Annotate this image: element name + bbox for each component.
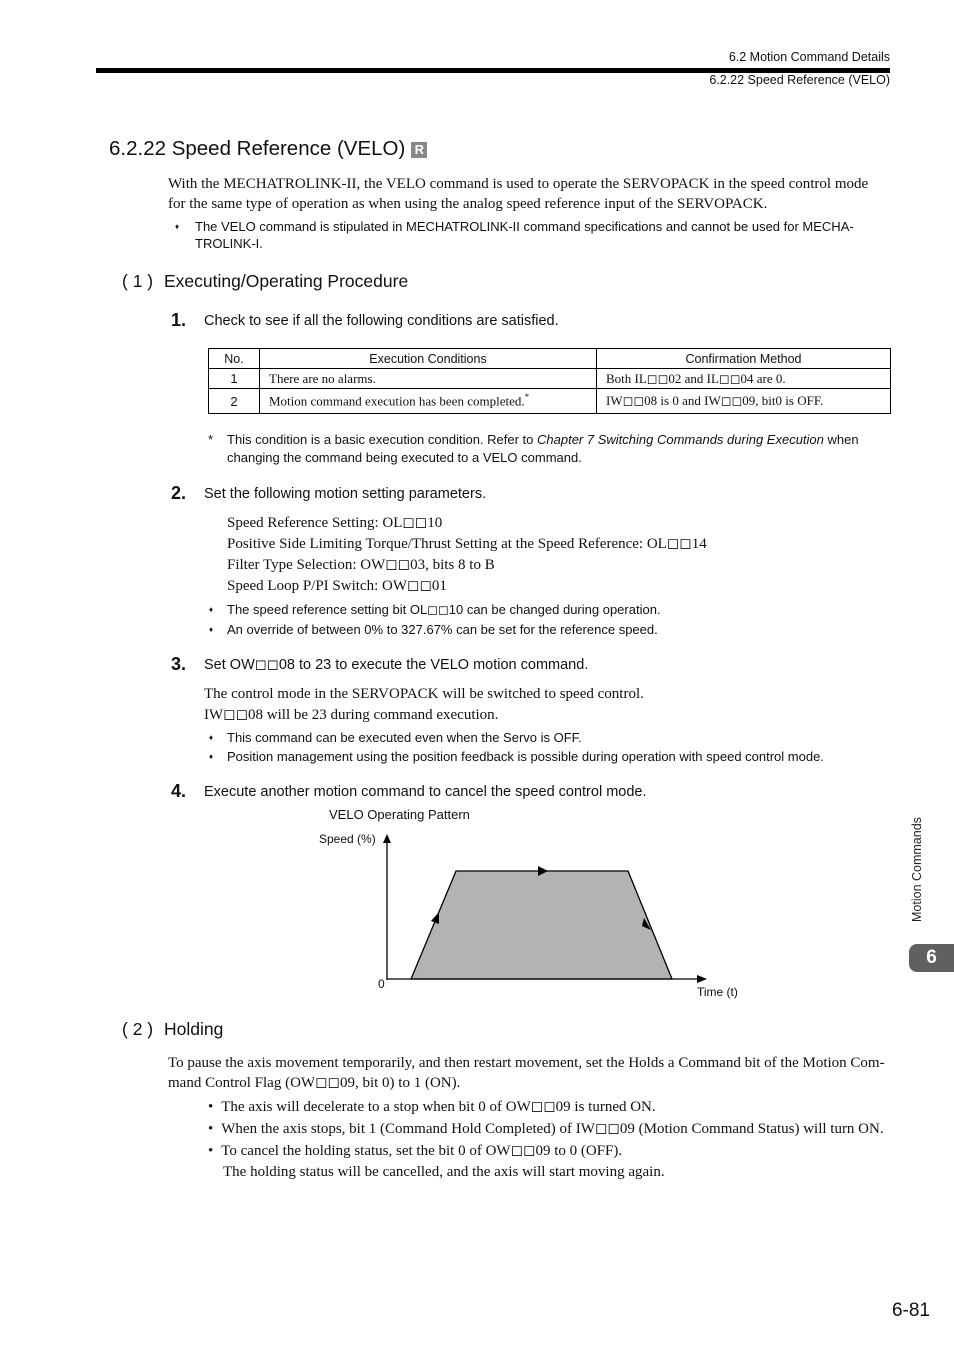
step-2-text: Set the following motion setting parameters.: [204, 486, 487, 502]
table-cell-method: IW◻◻08 is 0 and IW◻◻09, bit0 is OFF.: [597, 389, 891, 414]
speed-profile-area: [411, 871, 672, 979]
diamond-bullet-icon: ♦: [175, 222, 180, 231]
x-axis-arrow-icon: [697, 975, 707, 983]
list-item-text: When the axis stops, bit 1 (Command Hold Completed) of IW◻◻09 (Motion Command Status) will turn ON.: [221, 1121, 884, 1137]
list-item: [208, 1140, 884, 1162]
step-2-note: An override of between 0% to 327.67% can be set for the reference speed.: [227, 622, 658, 637]
table-header-no: No.: [209, 349, 260, 369]
footnote: [227, 431, 891, 466]
holding-bullets: [208, 1096, 884, 1183]
diagram-title: VELO Operating Pattern: [329, 807, 470, 822]
table-cell-no: 1: [209, 369, 260, 389]
footnote-mark: *: [208, 432, 214, 447]
section-1-heading: [122, 271, 408, 292]
table-header-row: [209, 349, 891, 369]
diamond-bullet-icon: ♦: [209, 752, 214, 761]
step-3-desc-line: The control mode in the SERVOPACK will be switched to speed control.: [204, 686, 644, 702]
section-2-heading: [122, 1019, 223, 1040]
step-3-desc-line: IW◻◻08 will be 23 during command execution.: [204, 707, 499, 723]
intro-note: [195, 218, 854, 252]
step-3-note: Position management using the position feedback is possible during operation with speed control mode.: [227, 749, 824, 764]
page-title: [109, 137, 427, 161]
parameter-item: Filter Type Selection: OW◻◻03, bits 8 to B: [227, 557, 495, 573]
footnote-text: This condition is a basic execution condition. Refer to: [227, 432, 538, 447]
y-axis-arrow-icon: [383, 834, 391, 843]
diamond-bullet-icon: ♦: [209, 605, 214, 614]
running-header-subsection: 6.2.22 Speed Reference (VELO): [709, 73, 890, 87]
accel-arrow-icon: [431, 912, 439, 924]
parameter-item: Positive Side Limiting Torque/Thrust Setting at the Speed Reference: OL◻◻14: [227, 536, 707, 552]
step-1-number: 1.: [171, 310, 187, 330]
list-item-text: To cancel the holding status, set the bit 0 of OW◻◻09 to 0 (OFF).: [221, 1143, 623, 1159]
step-2-number: 2.: [171, 483, 187, 503]
table-cell-condition-text: Motion command execution has been completed.: [269, 393, 525, 409]
intro-paragraph: [168, 174, 868, 214]
parameter-item: Speed Reference Setting: OL◻◻10: [227, 515, 443, 531]
list-item-text: The axis will decelerate to a stop when bit 0 of OW◻◻09 is turned ON.: [221, 1099, 656, 1115]
diamond-bullet-icon: ♦: [209, 625, 214, 634]
table-cell-method: Both IL◻◻02 and IL◻◻04 are 0.: [597, 369, 891, 389]
list-item-continuation: The holding status will be cancelled, and the axis will start moving again.: [223, 1164, 665, 1180]
parameter-list: [227, 513, 707, 597]
sidebar-chapter-label: Motion Commands: [910, 817, 924, 922]
step-3-number: 3.: [171, 654, 187, 674]
chapter-tab[interactable]: 6: [909, 944, 954, 972]
bullet-icon: •: [208, 1099, 214, 1115]
footnote-line: changing the command being executed to a VELO command.: [227, 450, 582, 465]
intro-line: for the same type of operation as when using the analog speed reference input of the SERVOPACK.: [168, 196, 768, 212]
step-4-number: 4.: [171, 781, 187, 801]
step-3-text: Set OW◻◻08 to 23 to execute the VELO motion command.: [204, 657, 589, 673]
table-cell-condition: There are no alarms.: [260, 369, 597, 389]
page-number: 6-81: [891, 1300, 930, 1321]
bullet-icon: •: [208, 1121, 214, 1137]
table-row: [209, 389, 891, 414]
r-badge-icon: R: [411, 142, 427, 158]
section-1-label: ( 1 ): [122, 271, 154, 291]
table-header-method: Confirmation Method: [597, 349, 891, 369]
intro-note-line: The VELO command is stipulated in MECHATROLINK-II command specifications and cannot be used for MECHA-: [195, 219, 854, 234]
step-1-text: Check to see if all the following conditions are satisfied.: [204, 313, 559, 329]
holding-line: mand Control Flag (OW◻◻09, bit 0) to 1 (ON).: [168, 1075, 461, 1091]
holding-line: To pause the axis movement temporarily, and then restart movement, set the Holds a Command bit of the Motion Com-: [168, 1055, 885, 1071]
table-header-conditions: Execution Conditions: [260, 349, 597, 369]
page-title-text: 6.2.22 Speed Reference (VELO): [109, 137, 406, 160]
intro-note-line: TROLINK-I.: [195, 236, 263, 251]
footnote-line: [227, 431, 891, 448]
footnote-marker: *: [524, 392, 530, 403]
section-2-title: Holding: [164, 1019, 224, 1039]
list-item: [208, 1096, 884, 1118]
parameter-item: Speed Loop P/PI Switch: OW◻◻01: [227, 578, 447, 594]
step-3-note: This command can be executed even when the Servo is OFF.: [227, 730, 582, 745]
list-item: [208, 1118, 884, 1140]
table-row: [209, 369, 891, 389]
table-cell-condition-2: [260, 389, 597, 414]
section-1-title: Executing/Operating Procedure: [164, 271, 409, 291]
diagram-y-label: Speed (%): [319, 832, 376, 846]
intro-line: With the MECHATROLINK-II, the VELO command is used to operate the SERVOPACK in the speed control mode: [168, 176, 869, 192]
table-cell-no: 2: [209, 389, 260, 414]
step-3-description: [204, 684, 644, 726]
holding-paragraph: [168, 1053, 885, 1093]
bullet-icon: •: [208, 1143, 214, 1159]
conditions-table: [208, 348, 891, 414]
footnote-text: when: [823, 432, 859, 447]
diagram-x-label: Time (t): [697, 985, 738, 999]
running-header-section: 6.2 Motion Command Details: [728, 50, 890, 64]
section-2-label: ( 2 ): [122, 1019, 154, 1039]
velo-pattern-diagram: [380, 830, 720, 990]
diamond-bullet-icon: ♦: [209, 733, 214, 742]
step-4-text: Execute another motion command to cancel the speed control mode.: [204, 784, 647, 800]
diagram-origin: 0: [378, 977, 385, 991]
step-2-note: The speed reference setting bit OL◻◻10 can be changed during operation.: [227, 602, 661, 617]
footnote-reference-link: Chapter 7 Switching Commands during Execution: [537, 432, 824, 447]
